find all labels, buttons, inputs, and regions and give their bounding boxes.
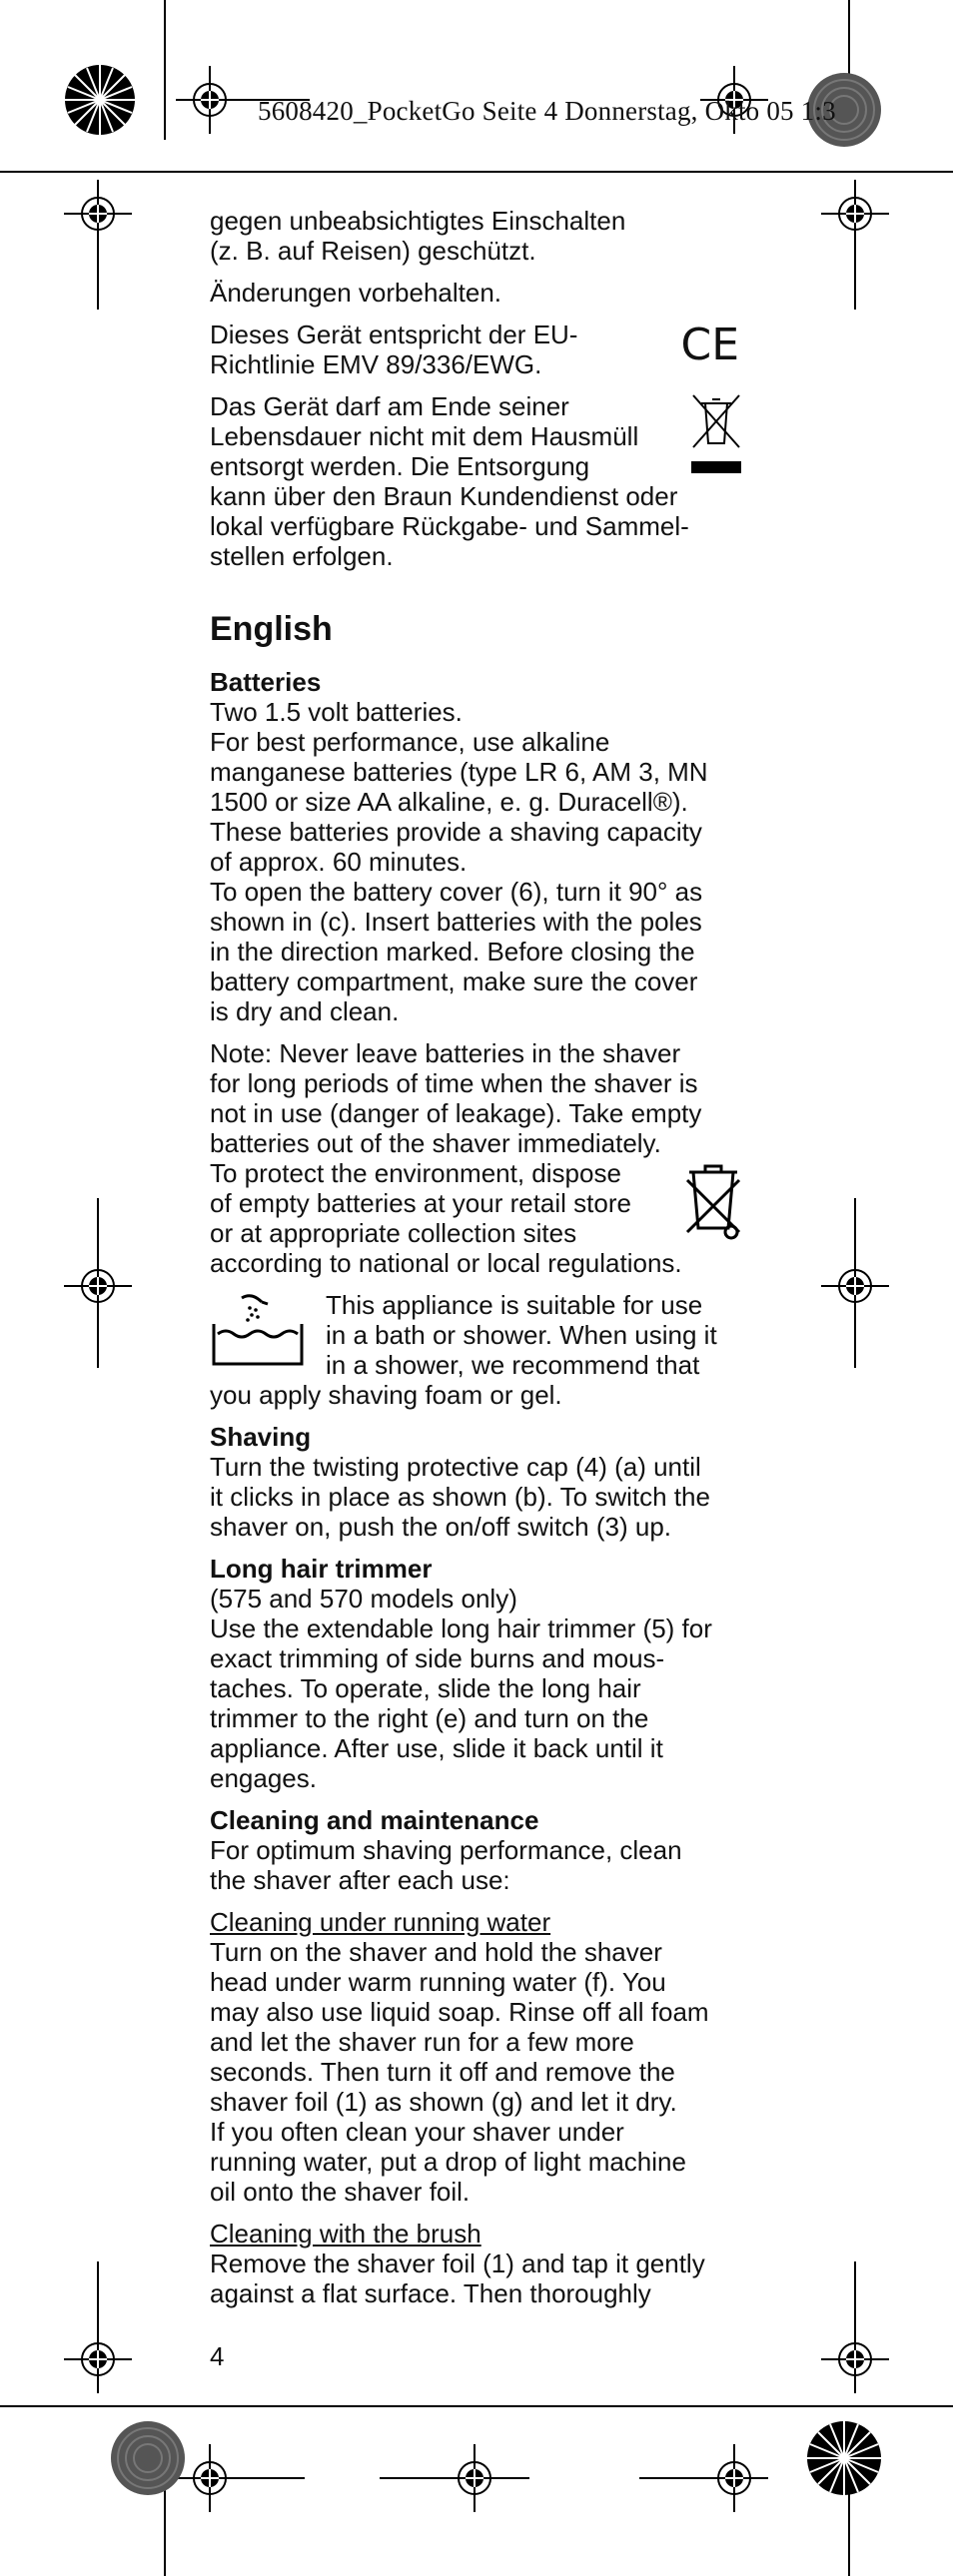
cleaning-title: Cleaning and maintenance bbox=[210, 1805, 539, 1835]
cleaning-section: Cleaning and maintenance For optimum shaving performance, clean the shaver after each use: bbox=[210, 1805, 739, 1895]
german-paragraph-3: Dieses Gerät entspricht der EU- Richtlinie EMV 89/336/EWG. bbox=[210, 320, 578, 379]
trimmer-title: Long hair trimmer bbox=[210, 1554, 433, 1584]
batteries-section: Batteries Two 1.5 volt batteries. For best performance, use alkaline manganese batteries (type LR 6, AM 3, MN 1500 or size AA alkaline, e. g. Duracell®). These batteries provide a shaving capacity of approx. 60 minutes. To open the battery cover (6), turn it 90° as shown in (c). Insert batteries with the poles in the direction marked. Before closing the battery compartment, make sure the cover is dry and clean. bbox=[210, 667, 739, 1026]
brush-title: Cleaning with the brush bbox=[210, 2219, 481, 2249]
print-slug-line: 5608420_PocketGo Seite 4 Donnerstag, Okto 05 1:3 bbox=[258, 96, 836, 126]
running-water-section: Cleaning under running water Turn on the shaver and hold the shaver head under warm running water (f). You may also use liquid soap. Rinse off all foam and let the shaver run for a few more seconds. Then turn it off and remove the shaver foil (1) as shown (g) and let it dry. If you often clean your shaver under running water, put a drop of light machine oil onto the shaver foil. bbox=[210, 1907, 739, 2207]
running-water-title: Cleaning under running water bbox=[210, 1907, 551, 1937]
crossed-bin-icon bbox=[687, 391, 745, 475]
shaving-section: Shaving Turn the twisting protective cap (4) (a) until it clicks in place as shown (b). To switch the shaver on, push the on/off switch (3) up. bbox=[210, 1422, 739, 1542]
german-paragraph-4: Das Gerät darf am Ende seiner Lebensdauer nicht mit dem Hausmüll entsorgt werden. Die Entsorgung kann über den Braun Kundendienst oder lokal verfügbare Rückgabe- und Sammel- stellen erfolgen. bbox=[210, 391, 689, 571]
brush-section: Cleaning with the brush Remove the shaver foil (1) and tap it gently against a flat surface. Then thoroughly bbox=[210, 2219, 739, 2308]
bath-shower-icon bbox=[210, 1290, 310, 1370]
starburst-top-left bbox=[65, 65, 135, 135]
german-paragraph-2: Änderungen vorbehalten. bbox=[210, 278, 502, 308]
manual-page bbox=[210, 206, 739, 2320]
batteries-title: Batteries bbox=[210, 667, 322, 697]
disposal-row bbox=[210, 391, 739, 571]
trimmer-section: Long hair trimmer (575 and 570 models only) Use the extendable long hair trimmer (5) for exact trimming of side burns and mous- taches. To operate, slide the long hair trimmer to the right (e) and turn on the appliance. After use, slide it back until it engages. bbox=[210, 1554, 739, 1793]
ce-mark-icon: CE bbox=[680, 320, 739, 370]
battery-disposal-bin-icon bbox=[683, 1158, 743, 1244]
note-section: Note: Never leave batteries in the shaver for long periods of time when the shaver is not in use (danger of leakage). Take empty batteries out of the shaver immediately. To protect the environment, dispose of empty batteries at your retail store or at appropriate collection sites according to national or local regulations. bbox=[210, 1038, 739, 1278]
bath-section: This appliance is suitable for use in a bath or shower. When using it in a shower, we recommend that you apply shaving foam or gel. bbox=[210, 1290, 717, 1410]
german-paragraph-1: gegen unbeabsichtigtes Einschalten (z. B. auf Reisen) geschützt. bbox=[210, 206, 626, 266]
ce-row bbox=[210, 320, 739, 379]
shaving-title: Shaving bbox=[210, 1422, 312, 1452]
page-number: 4 bbox=[210, 2341, 225, 2371]
english-heading: English bbox=[210, 610, 333, 648]
